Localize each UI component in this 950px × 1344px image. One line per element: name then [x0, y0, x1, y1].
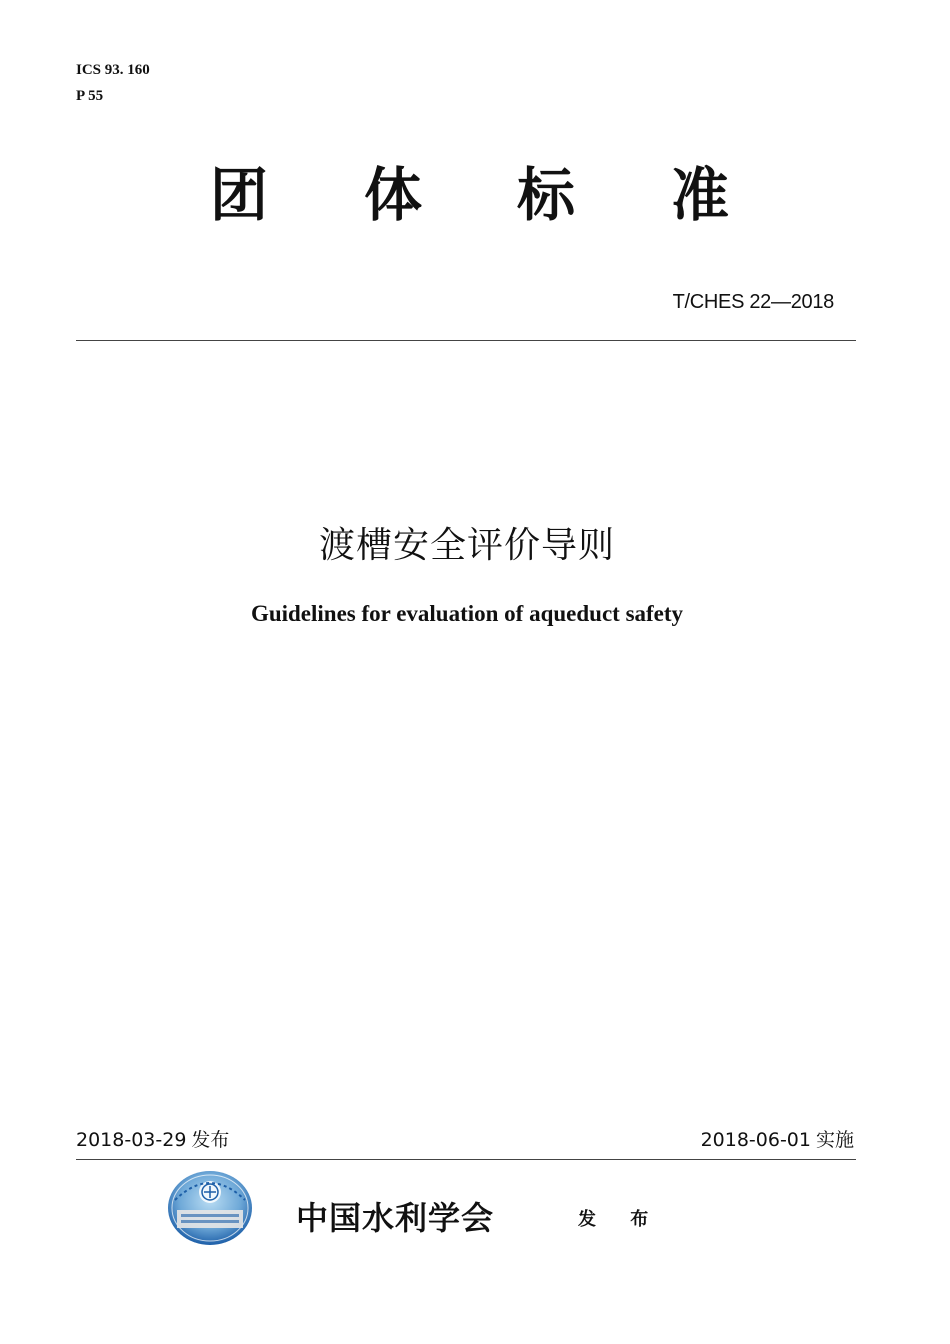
- bottom-divider: [76, 1159, 856, 1160]
- document-title-english: Guidelines for evaluation of aqueduct safety: [250, 601, 684, 626]
- ccs-code: P 55: [76, 88, 104, 104]
- big-title-char: 标: [516, 161, 575, 229]
- document-title-chinese: 渡槽安全评价导则: [318, 525, 615, 566]
- issue-date: [76, 1128, 229, 1152]
- anti-counterfeit-seal-icon: [167, 1170, 253, 1246]
- big-title-char: 准: [670, 161, 729, 229]
- implement-date-value: 2018-06-01: [700, 1129, 811, 1151]
- issue-date-value: 2018-03-29: [76, 1129, 187, 1151]
- implement-date: [701, 1128, 854, 1152]
- big-title-char: 体: [363, 161, 422, 229]
- issue-label: 发布: [191, 1129, 230, 1151]
- implement-label: 实施: [815, 1129, 854, 1151]
- standard-code: T/CHES 22—2018: [672, 291, 834, 313]
- publisher-name: 中国水利学会: [296, 1199, 495, 1237]
- ics-code: ICS 93. 160: [76, 62, 150, 78]
- publish-label: 发 布: [578, 1209, 663, 1230]
- top-divider: [76, 340, 856, 341]
- big-title-char: 团: [209, 161, 268, 229]
